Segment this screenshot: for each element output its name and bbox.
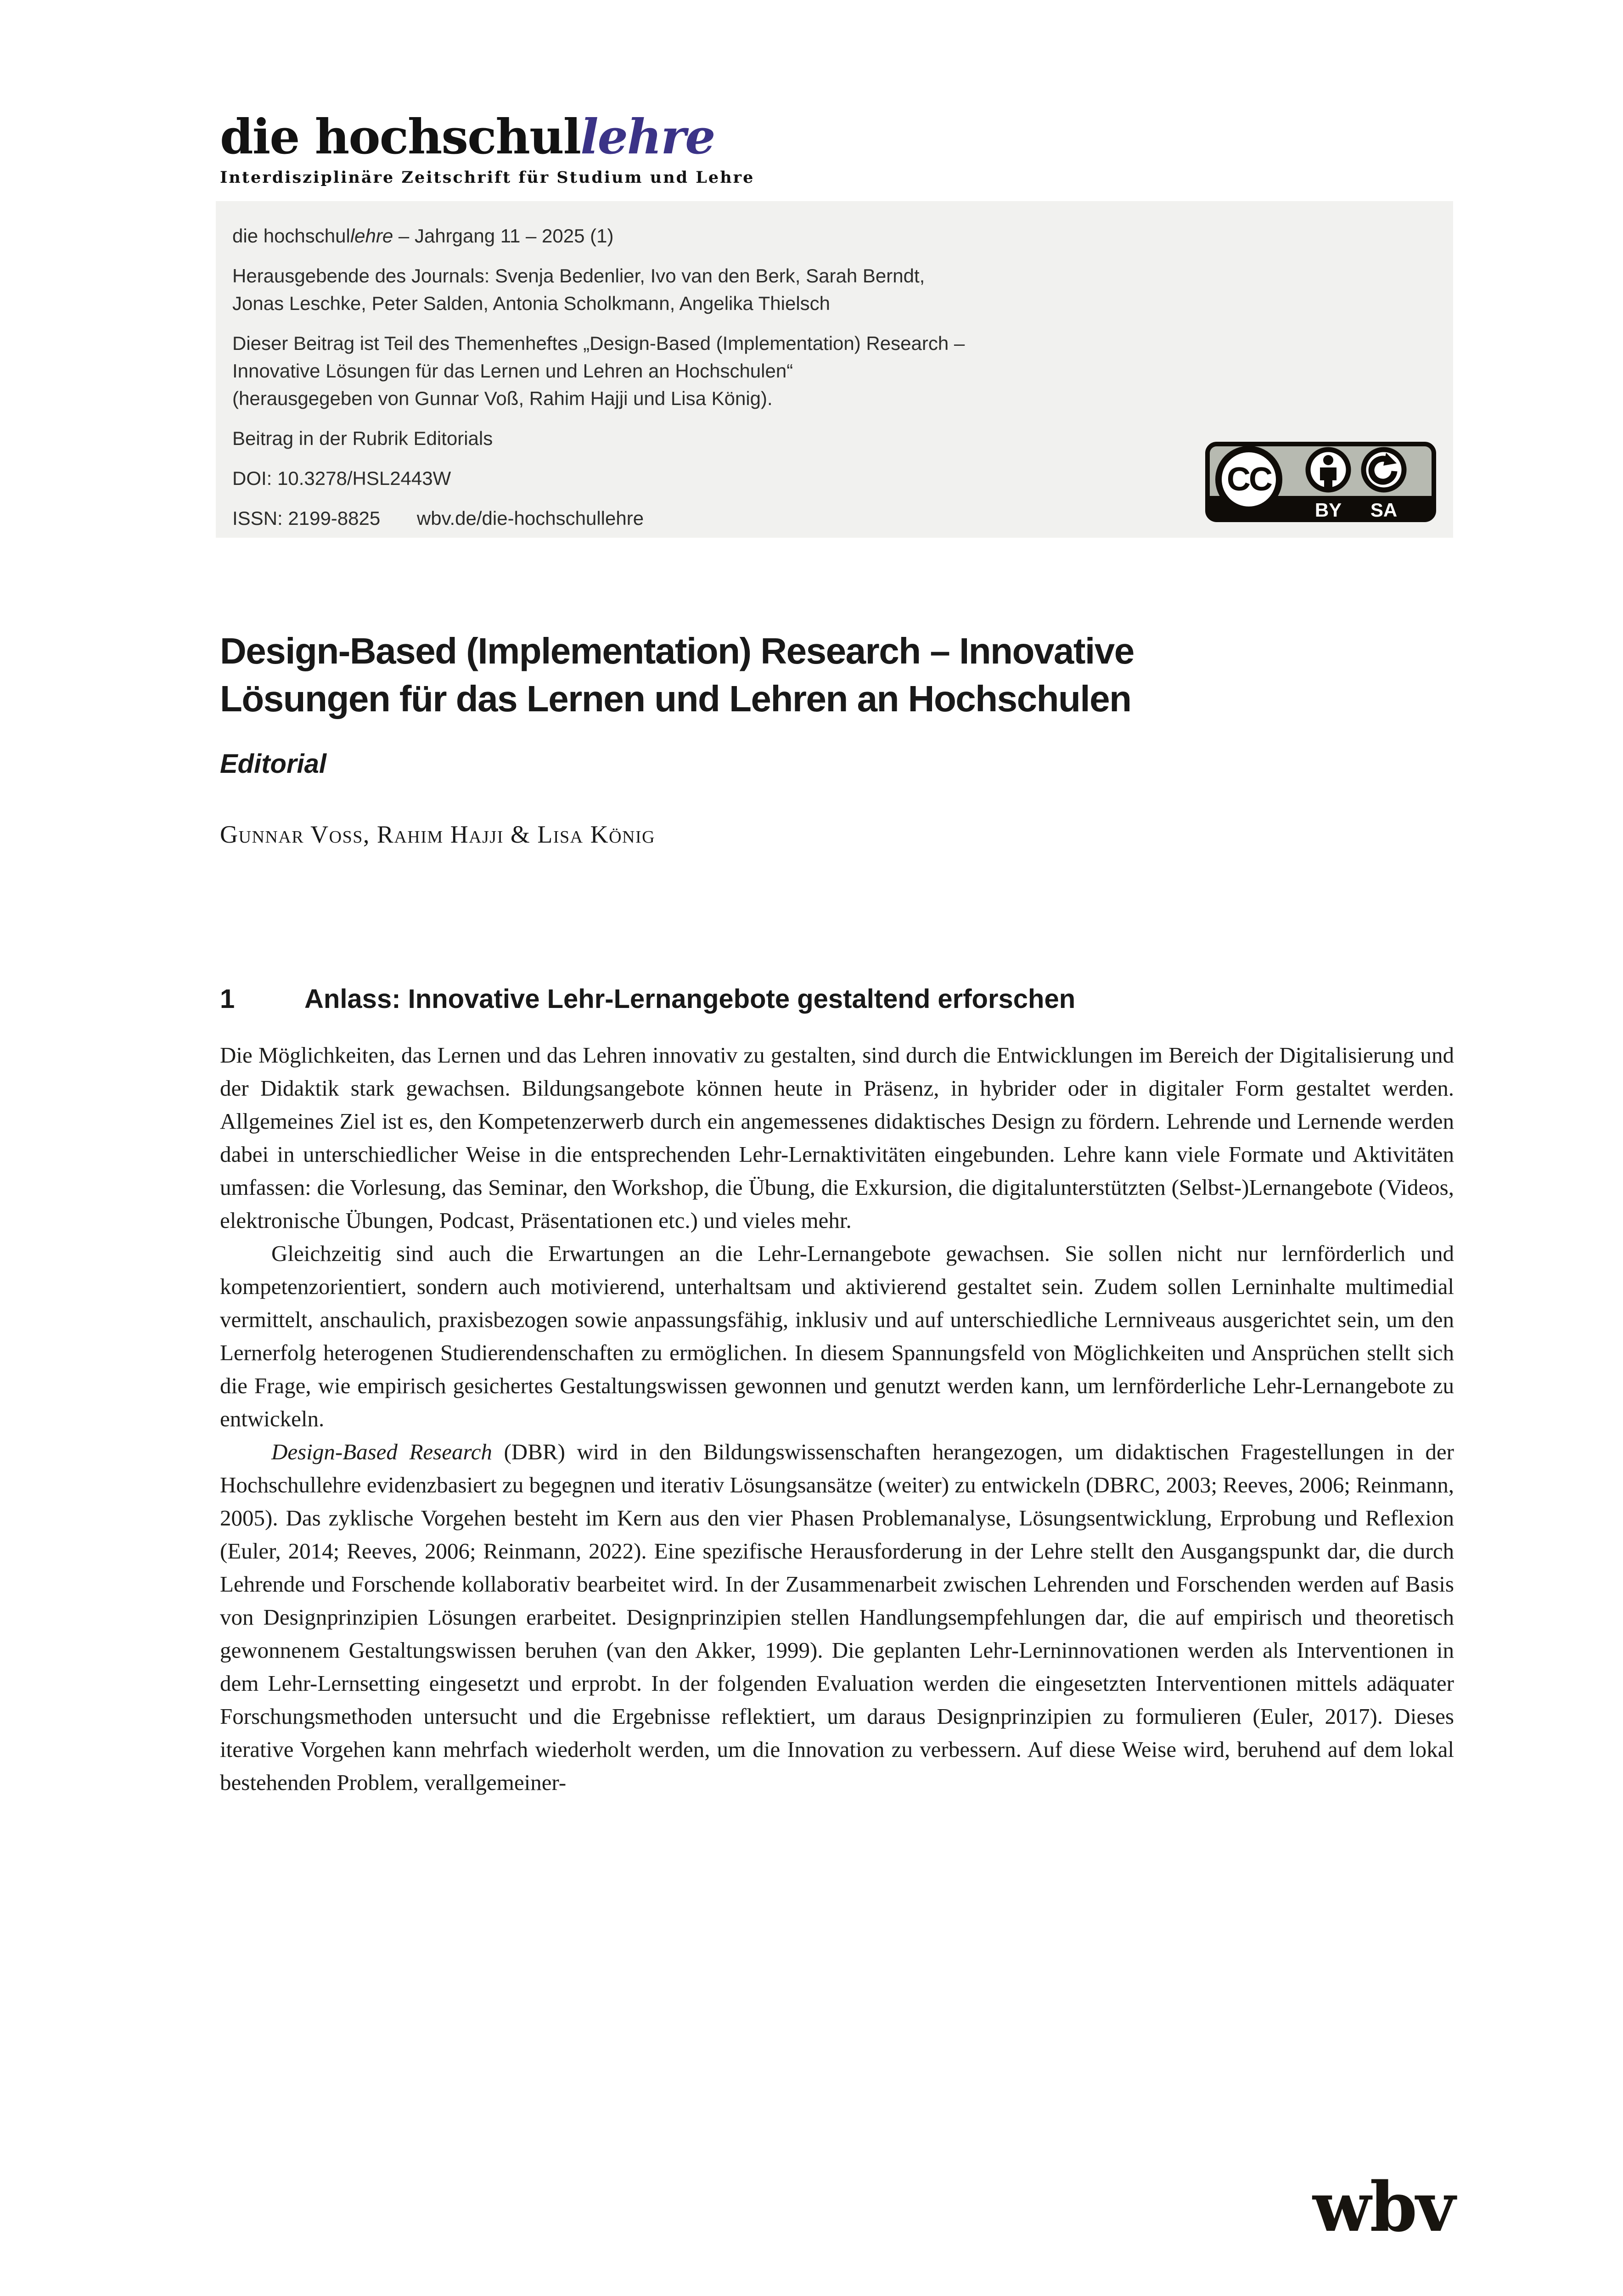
theme-line-2: Innovative Lösungen für das Lernen und Lehren an Hochschulen“ [232, 360, 793, 382]
masthead [220, 108, 755, 187]
paragraph-3-rest: (DBR) wird in den Bildungswissenschaften herangezogen, um didaktischen Fragestellungen in der Hochschullehre evidenzbasiert zu begegnen und iterativ Lösungsansätze (weiter) zu entwickeln (DBRC, 2003; Reeves, 2006; Reinmann, 2005). Das zyklische Vorgehen besteht im Kern aus den vier Phasen Problemanalyse, Lösungsentwicklung, Erprobung und Reflexion (Euler, 2014; Reeves, 2006; Reinmann, 2022). Eine spezifische Herausforderung in der Lehre stellt den Ausgangspunkt dar, die durch Lehrende und Forschende kollaborativ bearbeitet wird. In der Zusammenarbeit zwischen Lehrenden und Forschenden werden auf Basis von Designprinzipien Lösungen erarbeitet. Designprinzipien stellen Handlungsempfehlungen dar, die auf empirisch und theoretisch gewonnenem Gestaltungswissen beruhen (van den Akker, 1999). Die geplanten Lehr-Lerninnovationen werden als Interventionen in dem Lehr-Lernsetting eingesetzt und erprobt. In der folgenden Evaluation werden die eingesetzten Interventionen mittels adäquater Forschungsmethoden untersucht und die Ergebnisse reflektiert, um daraus Designprinzipien zu formulieren (Euler, 2017). Dieses iterative Vorgehen kann mehrfach wiederholt werden, um die Innovation zu verbessern. Auf diese Weise wird, beruhend auf dem lokal bestehenden Problem, verallgemeiner- [220, 1439, 1454, 1795]
paragraph-1: Die Möglichkeiten, das Lernen und das Lehren innovativ zu gestalten, sind durch die Entwicklungen im Bereich der Digitalisierung und der Didaktik stark gewachsen. Bildungsangebote können heute in Präsenz, in hybrider oder in digitaler Form gestaltet werden. Allgemeines Ziel ist es, den Kompetenzerwerb durch ein angemessenes didaktisches Design zu fördern. Lehrende und Lernende werden dabei in unterschiedlicher Weise in die entsprechenden Lehr-Lernaktivitäten eingebunden. Lehre kann viele Formate und Aktivitäten umfassen: die Vorlesung, das Seminar, den Workshop, die Übung, die Exkursion, die digitalunterstützten (Selbst-)Lernangebote (Videos, elektronische Übungen, Podcast, Präsentationen etc.) und vieles mehr. [220, 1042, 1454, 1233]
cc-circle-icon [1219, 449, 1279, 510]
journal-logo [220, 108, 754, 165]
paragraph-3 [220, 1435, 1454, 1799]
theme-line-1: Dieser Beitrag ist Teil des Themenheftes „Design-Based (Implementation) Research – [232, 332, 965, 354]
by-label: BY [1314, 499, 1342, 521]
wbv-publisher-logo: wbv [1313, 2167, 1454, 2247]
article-title-line-2: Lösungen für das Lernen und Lehren an Hochschulen [220, 678, 1131, 719]
paragraph-2: Gleichzeitig sind auch die Erwartungen an die Lehr-Lernangebote gewachsen. Sie sollen nicht nur lernförderlich und kompetenzorientiert, sondern auch motivierend, unterhaltsam und aktivierend gestaltet sein. Zudem sollen Lerninhalte multimedial vermittelt, anschaulich, praxisbezogen sowie anpassungsfähig, inklusiv und auf unterschiedliche Lernniveaus ausgerichtet sein, um den Lernerfolg heterogenen Studierendenschaften zu ermöglichen. In diesem Spannungsfeld von Möglichkeiten und Ansprüchen stellt sich die Frage, wie empirisch gesichertes Gestaltungswissen gewonnen und genutzt werden kann, um lernförderliche Lehr-Lernangebote zu entwickeln. [220, 1241, 1454, 1431]
editors-line-1: Herausgebende des Journals: Svenja Bedenlier, Ivo van den Berk, Sarah Berndt, [232, 265, 925, 287]
journal-logo-regular: die hochschul [220, 108, 581, 165]
share-alike-icon [1364, 450, 1404, 490]
rubric-line: Beitrag in der Rubrik Editorials [232, 428, 493, 449]
section-number: 1 [220, 984, 235, 1014]
journal-website-link[interactable]: wbv.de/die-hochschullehre [416, 507, 644, 529]
cc-by-sa-license-badge[interactable] [1204, 441, 1437, 523]
issue-journal-regular: die hochschul [232, 225, 350, 247]
article-title-line-1: Design-Based (Implementation) Research – Innovative [220, 630, 1134, 671]
journal-logo-italic: lehre [580, 108, 715, 165]
editors-line-2: Jonas Leschke, Peter Salden, Antonia Scholkmann, Angelika Thielsch [232, 293, 831, 314]
issue-info: – Jahrgang 11 – 2025 (1) [393, 225, 614, 247]
article-subtitle: Editorial [220, 749, 327, 779]
cc-by-sa-icon [1204, 441, 1437, 523]
attribution-person-icon [1308, 450, 1348, 490]
journal-subtitle: Interdisziplinäre Zeitschrift für Studium und Lehre [220, 168, 755, 187]
author-line: Gunnar Voss, Rahim Hajji & Lisa König [220, 821, 656, 848]
theme-issue-block [232, 330, 1435, 412]
theme-line-3: (herausgegeben von Gunnar Voß, Rahim Hajji und Lisa König). [232, 388, 773, 409]
section-1-heading [220, 984, 1075, 1014]
doi-line: DOI: 10.3278/HSL2443W [232, 467, 451, 489]
issue-line [232, 222, 1435, 250]
issn-value: ISSN: 2199-8825 [232, 507, 381, 529]
article-body [220, 1039, 1454, 1799]
editors-block [232, 262, 1435, 317]
issue-journal-italic: lehre [350, 225, 393, 247]
article-title [220, 627, 1456, 723]
svg-text:CC: CC [1227, 461, 1271, 498]
section-title: Anlass: Innovative Lehr-Lernangebote gestaltend erforschen [304, 984, 1076, 1014]
sa-label: SA [1370, 499, 1398, 521]
paragraph-3-italic-lead: Design-Based Research [271, 1439, 492, 1464]
